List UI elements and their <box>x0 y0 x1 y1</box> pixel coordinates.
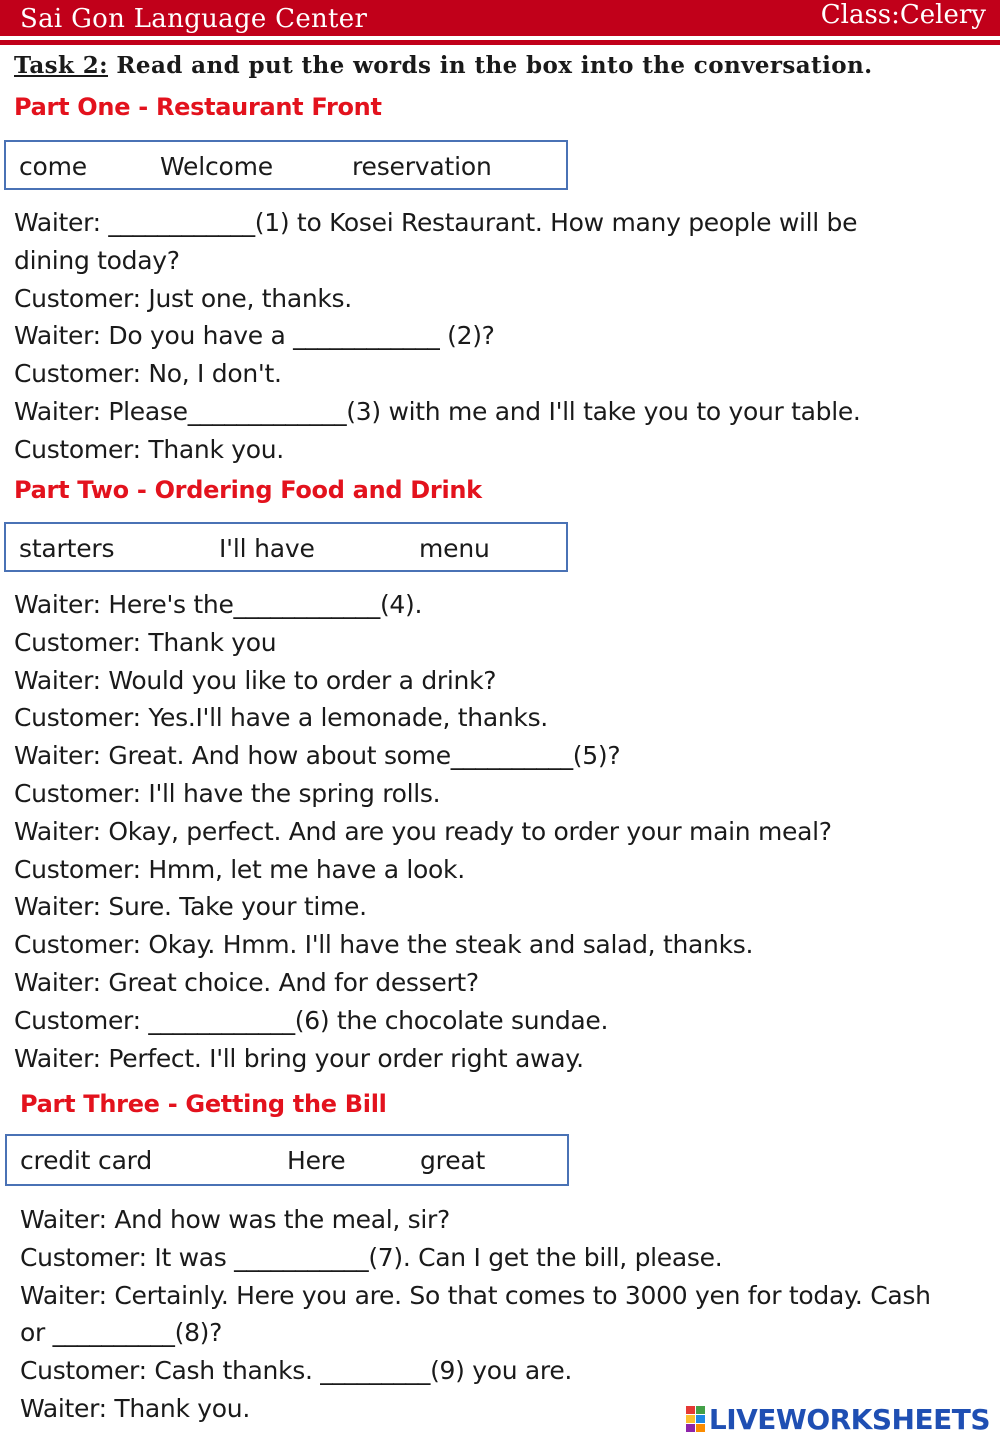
dialogue-line: Waiter: Okay, perfect. And are you ready to order your main meal? <box>14 816 832 846</box>
word-box-item: reservation <box>352 152 492 181</box>
dialogue-line: Customer: Thank you <box>14 627 277 657</box>
part-one-dialogue <box>14 204 861 469</box>
word-box-item: menu <box>419 534 490 563</box>
dialogue-line: Waiter: Sure. Take your time. <box>14 892 367 922</box>
part-three-title: Part Three - Getting the Bill <box>20 1090 387 1118</box>
part-two-dialogue <box>14 586 832 1077</box>
liveworksheets-logo <box>686 1403 990 1435</box>
part-two-word-box <box>4 522 568 572</box>
dialogue-line: Waiter: Please_____________(3) with me and I'll take you to your table. <box>14 396 861 426</box>
dialogue-line: Waiter: And how was the meal, sir? <box>20 1205 450 1234</box>
word-box-item: come <box>19 152 87 181</box>
task-label: Task 2: <box>14 52 109 79</box>
dialogue-line: Waiter: Perfect. I'll bring your order right away. <box>14 1043 584 1073</box>
part-two-title: Part Two - Ordering Food and Drink <box>14 476 482 504</box>
dialogue-line: Customer: I'll have the spring rolls. <box>14 778 441 808</box>
dialogue-line: Waiter: Great choice. And for dessert? <box>14 967 479 997</box>
dialogue-line: Customer: Yes.I'll have a lemonade, thanks. <box>14 703 548 733</box>
center-name: Sai Gon Language Center <box>20 4 368 34</box>
dialogue-line: Customer: ____________(6) the chocolate sundae. <box>14 1005 609 1035</box>
logo-grid-icon <box>686 1406 705 1432</box>
word-box-item: I'll have <box>219 534 315 563</box>
word-box-item: Welcome <box>160 152 273 181</box>
dialogue-line: Customer: Hmm, let me have a look. <box>14 854 465 884</box>
part-one-word-box <box>4 140 568 190</box>
part-three-dialogue <box>20 1201 931 1428</box>
dialogue-line: Waiter: Here's the____________(4). <box>14 590 423 619</box>
word-box-item: Here <box>287 1146 346 1175</box>
logo-text: LIVEWORKSHEETS <box>708 1402 990 1436</box>
class-label: Class:Celery <box>820 0 986 30</box>
dialogue-line: Customer: Okay. Hmm. I'll have the steak and salad, thanks. <box>14 930 754 960</box>
dialogue-line: or __________(8)? <box>20 1318 223 1348</box>
dialogue-line: Waiter: Would you like to order a drink? <box>14 665 497 695</box>
dialogue-line: Waiter: ____________(1) to Kosei Restaurant. How many people will be <box>14 208 858 237</box>
dialogue-line: Customer: Thank you. <box>14 434 284 464</box>
part-one-title: Part One - Restaurant Front <box>14 93 382 121</box>
dialogue-line: Waiter: Great. And how about some__________(5)? <box>14 741 621 771</box>
dialogue-line: Waiter: Thank you. <box>20 1393 250 1423</box>
dialogue-line: dining today? <box>14 245 180 275</box>
dialogue-line: Customer: Just one, thanks. <box>14 283 352 313</box>
dialogue-line: Customer: It was ___________(7). Can I get the bill, please. <box>20 1242 723 1272</box>
header-divider <box>0 40 1000 45</box>
dialogue-line: Customer: Cash thanks. _________(9) you are. <box>20 1356 573 1386</box>
dialogue-line: Customer: No, I don't. <box>14 359 282 389</box>
dialogue-line: Waiter: Certainly. Here you are. So that comes to 3000 yen for today. Cash <box>20 1280 931 1310</box>
header-bar <box>0 0 1000 36</box>
task-instruction <box>14 52 872 79</box>
word-box-item: great <box>420 1146 486 1175</box>
task-text: Read and put the words in the box into the conversation. <box>108 52 873 79</box>
word-box-item: credit card <box>20 1146 152 1175</box>
part-three-word-box <box>5 1134 569 1186</box>
dialogue-line: Waiter: Do you have a ____________ (2)? <box>14 321 495 351</box>
word-box-item: starters <box>19 534 115 563</box>
